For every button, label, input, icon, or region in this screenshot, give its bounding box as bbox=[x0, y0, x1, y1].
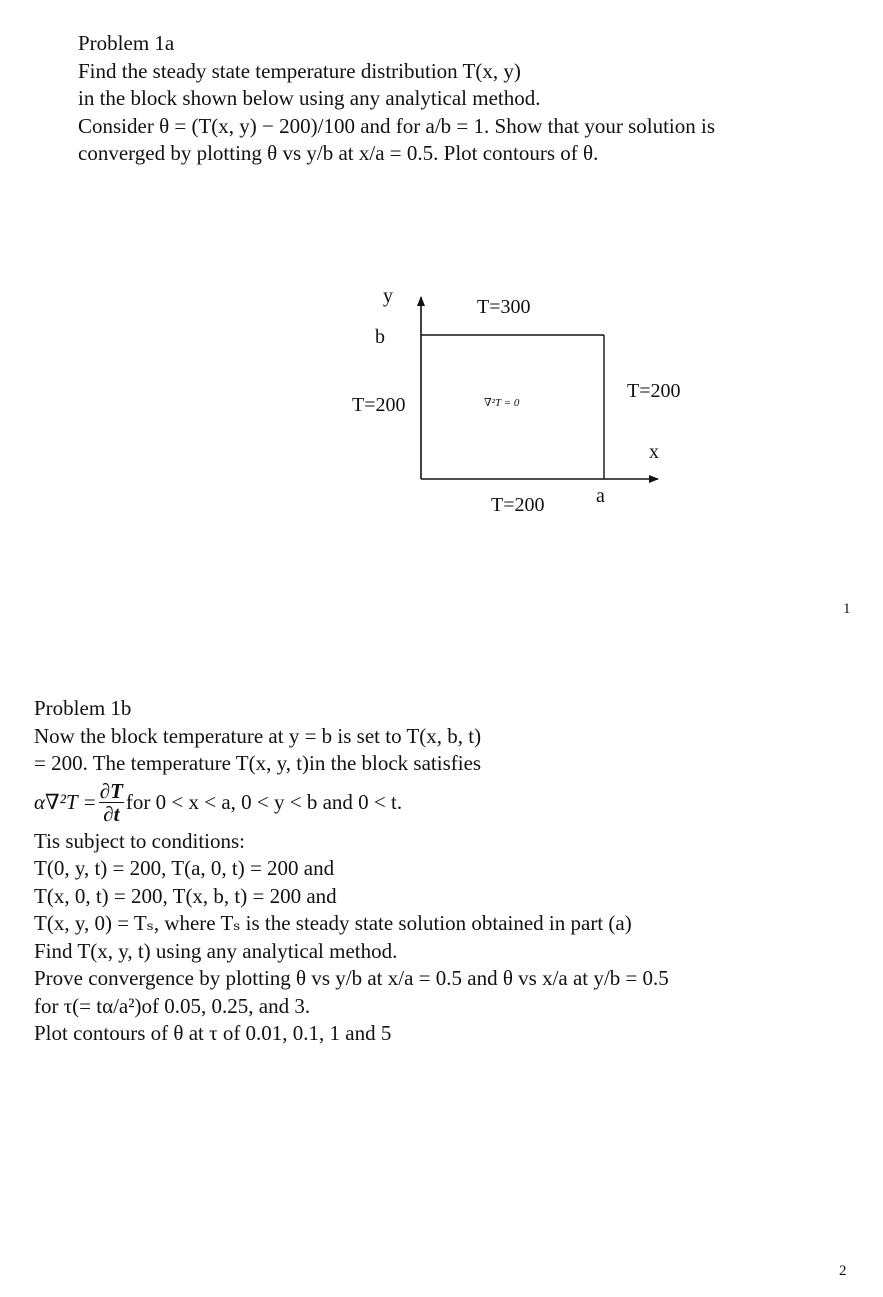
b-label: b bbox=[375, 326, 385, 348]
problem-1b-title: Problem 1b bbox=[34, 696, 132, 720]
interior-equation: ∇²T = 0 bbox=[484, 397, 520, 409]
page-number: 2 bbox=[839, 1263, 847, 1279]
y-axis-label: y bbox=[383, 285, 393, 307]
equation-rhs: for 0 < x < a, 0 < y < b and 0 < t. bbox=[125, 789, 403, 814]
problem-1a-line: Consider θ = (T(x, y) − 200)/100 and for a/b = 1. Show that your solution is bbox=[78, 113, 716, 138]
problem-1b-line: Plot contours of θ at τ of 0.01, 0.1, 1 and 5 bbox=[34, 1021, 392, 1045]
bottom-boundary-condition: T=200 bbox=[491, 494, 545, 516]
problem-1a-line: converged by plotting θ vs y/b at x/a = 0.5. Plot contours of θ. bbox=[78, 141, 599, 165]
equation-lhs: α∇²T = bbox=[34, 789, 97, 814]
heat-equation bbox=[34, 778, 669, 828]
left-boundary-condition: T=200 bbox=[352, 394, 406, 416]
page-number: 1 bbox=[843, 601, 851, 617]
problem-1b-line: Prove convergence by plotting θ vs y/b at x/a = 0.5 and θ vs x/a at y/b = 0.5 bbox=[34, 966, 669, 990]
fraction-numerator: ∂T bbox=[99, 779, 123, 803]
problem-1b-line: T(0, y, t) = 200, T(a, 0, t) = 200 and bbox=[34, 856, 335, 880]
problem-1b-line: Tis subject to conditions: bbox=[34, 828, 245, 853]
problem-1b-line: Now the block temperature at y = b is set to T(x, b, t) bbox=[34, 723, 482, 748]
problem-1b-section bbox=[34, 695, 669, 1048]
top-boundary-condition: T=300 bbox=[477, 296, 531, 318]
time-derivative-fraction bbox=[99, 781, 124, 824]
problem-1b-line: for τ(= tα/a²)of 0.05, 0.25, and 3. bbox=[34, 993, 311, 1018]
problem-1b-line: T(x, 0, t) = 200, T(x, b, t) = 200 and bbox=[34, 883, 337, 908]
problem-1b-line: T(x, y, 0) = Tₛ, where Tₛ is the steady state solution obtained in part (a) bbox=[34, 911, 632, 935]
x-axis-label: x bbox=[649, 441, 659, 463]
problem-1a-line: Find the steady state temperature distribution T(x, y) bbox=[78, 58, 521, 83]
block-diagram bbox=[0, 0, 883, 560]
a-label: a bbox=[596, 485, 605, 507]
right-boundary-condition: T=200 bbox=[627, 380, 681, 402]
problem-1b-line: Find T(x, y, t) using any analytical method. bbox=[34, 938, 398, 963]
problem-1b-line: = 200. The temperature T(x, y, t)in the block satisfies bbox=[34, 751, 482, 775]
problem-1a-title: Problem 1a bbox=[78, 31, 175, 55]
fraction-denominator: ∂t bbox=[103, 802, 120, 826]
problem-1a-line: in the block shown below using any analytical method. bbox=[78, 86, 541, 110]
